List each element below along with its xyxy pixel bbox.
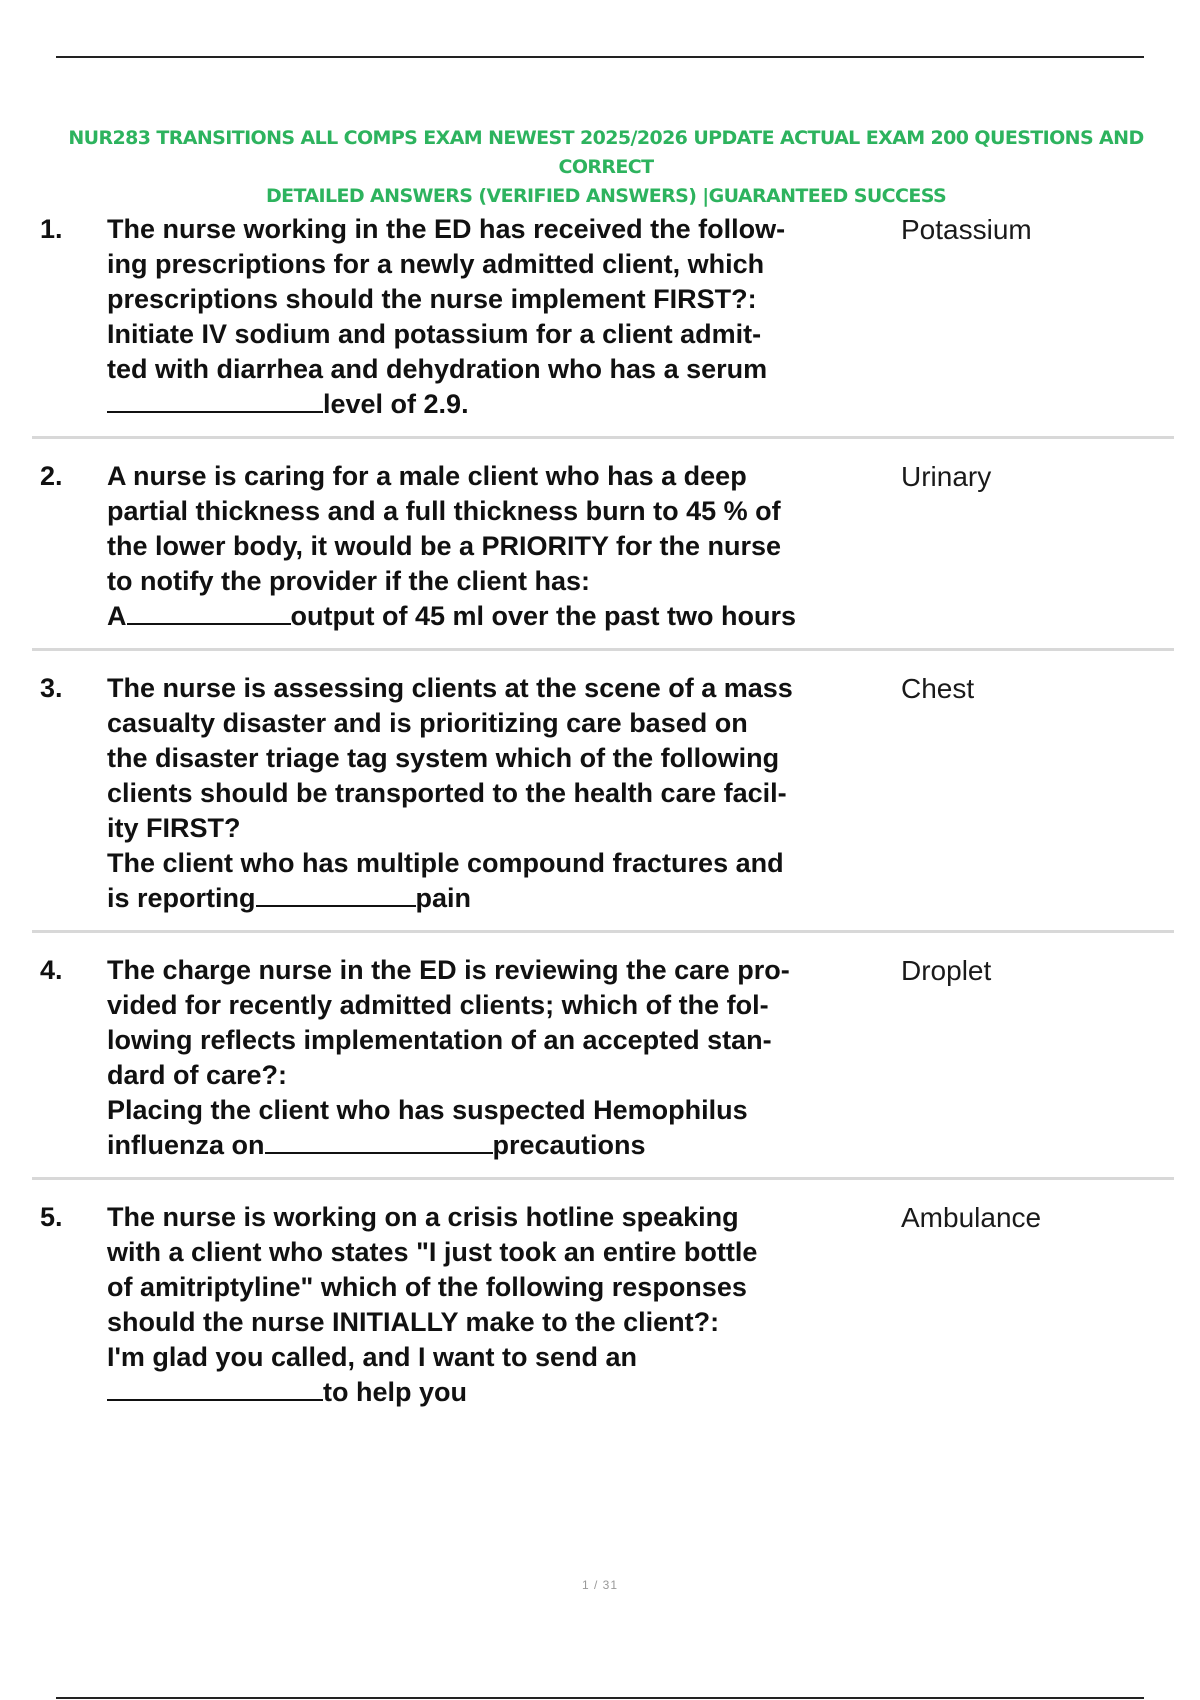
- answer-text: Droplet: [901, 955, 992, 986]
- question-line: vided for recently admitted clients; which of the fol-: [107, 990, 769, 1020]
- question-line: ted with diarrhea and dehydration who has a serum: [107, 354, 768, 384]
- top-rule: [56, 56, 1144, 58]
- question-text: [107, 953, 919, 1163]
- question-line: should the nurse INITIALLY make to the client?:: [107, 1307, 720, 1337]
- question-line: with a client who states "I just took an entire bottle: [107, 1237, 758, 1267]
- question-line: The nurse is working on a crisis hotline speaking: [107, 1202, 739, 1232]
- blank-suffix: pain: [415, 883, 472, 913]
- question-line: the disaster triage tag system which of the following: [107, 743, 780, 773]
- answer-blank: [256, 904, 416, 907]
- question-line: ity FIRST?: [107, 813, 241, 843]
- question-text: [107, 459, 919, 634]
- answer-blank: [107, 1398, 323, 1401]
- question-line: of amitriptyline" which of the following responses: [107, 1272, 747, 1302]
- qa-row: [32, 206, 1174, 439]
- question-blank-line: [107, 1128, 919, 1163]
- question-number: 2.: [40, 461, 63, 491]
- blank-prefix: influenza on: [107, 1130, 265, 1160]
- qa-row: [32, 933, 1174, 1180]
- question-line: ing prescriptions for a newly admitted client, which: [107, 249, 765, 279]
- question-line: The nurse working in the ED has received the follow-: [107, 214, 786, 244]
- question-line: to notify the provider if the client has:: [107, 566, 591, 596]
- answer-blank: [107, 410, 323, 413]
- question-number: 1.: [40, 214, 63, 244]
- question-line: A nurse is caring for a male client who has a deep: [107, 461, 747, 491]
- question-line: lowing reflects implementation of an accepted stan-: [107, 1025, 772, 1055]
- question-blank-line: [107, 1375, 919, 1410]
- question-line: Initiate IV sodium and potassium for a client admit-: [107, 319, 762, 349]
- blank-prefix: A: [107, 601, 127, 631]
- question-line: partial thickness and a full thickness burn to 45 % of: [107, 496, 781, 526]
- question-blank-line: [107, 387, 919, 422]
- question-line: clients should be transported to the health care facil-: [107, 778, 787, 808]
- qa-row: [32, 1180, 1174, 1424]
- answer-text: Chest: [901, 673, 975, 704]
- question-line: casualty disaster and is prioritizing care based on: [107, 708, 748, 738]
- answer-text: Ambulance: [901, 1202, 1042, 1233]
- page-indicator: 1 / 31: [581, 1578, 619, 1592]
- qa-row: [32, 651, 1174, 933]
- question-number: 5.: [40, 1202, 63, 1232]
- document-title: [30, 124, 1182, 211]
- question-answer-list: [32, 206, 1174, 1424]
- question-line: prescriptions should the nurse implement FIRST?:: [107, 284, 757, 314]
- answer-text: Urinary: [901, 461, 992, 492]
- blank-suffix: precautions: [492, 1130, 646, 1160]
- question-number: 3.: [40, 673, 63, 703]
- blank-prefix: is reporting: [107, 883, 256, 913]
- answer-blank: [265, 1151, 493, 1154]
- blank-suffix: level of 2.9.: [323, 389, 469, 419]
- question-number: 4.: [40, 955, 63, 985]
- question-line: dard of care?:: [107, 1060, 288, 1090]
- bottom-rule: [56, 1697, 1144, 1699]
- qa-row: [32, 439, 1174, 651]
- question-line: I'm glad you called, and I want to send an: [107, 1342, 638, 1372]
- question-blank-line: [107, 881, 919, 916]
- question-text: [107, 1200, 919, 1410]
- question-line: the lower body, it would be a PRIORITY for the nurse: [107, 531, 782, 561]
- blank-suffix: output of 45 ml over the past two hours: [290, 601, 797, 631]
- title-line-1: NUR283 TRANSITIONS ALL COMPS EXAM NEWEST 2025/2026 UPDATE ACTUAL EXAM 200 QUESTIONS AND CORRECT: [68, 127, 1144, 178]
- question-blank-line: [107, 599, 919, 634]
- blank-suffix: to help you: [323, 1377, 467, 1407]
- answer-blank: [127, 622, 291, 625]
- title-line-2: DETAILED ANSWERS (VERIFIED ANSWERS) |GUARANTEED SUCCESS: [265, 185, 947, 207]
- question-line: Placing the client who has suspected Hemophilus: [107, 1095, 748, 1125]
- question-line: The nurse is assessing clients at the scene of a mass: [107, 673, 793, 703]
- answer-text: Potassium: [901, 214, 1032, 245]
- question-text: [107, 671, 919, 916]
- question-line: The client who has multiple compound fractures and: [107, 848, 784, 878]
- question-text: [107, 212, 919, 422]
- question-line: The charge nurse in the ED is reviewing the care pro-: [107, 955, 790, 985]
